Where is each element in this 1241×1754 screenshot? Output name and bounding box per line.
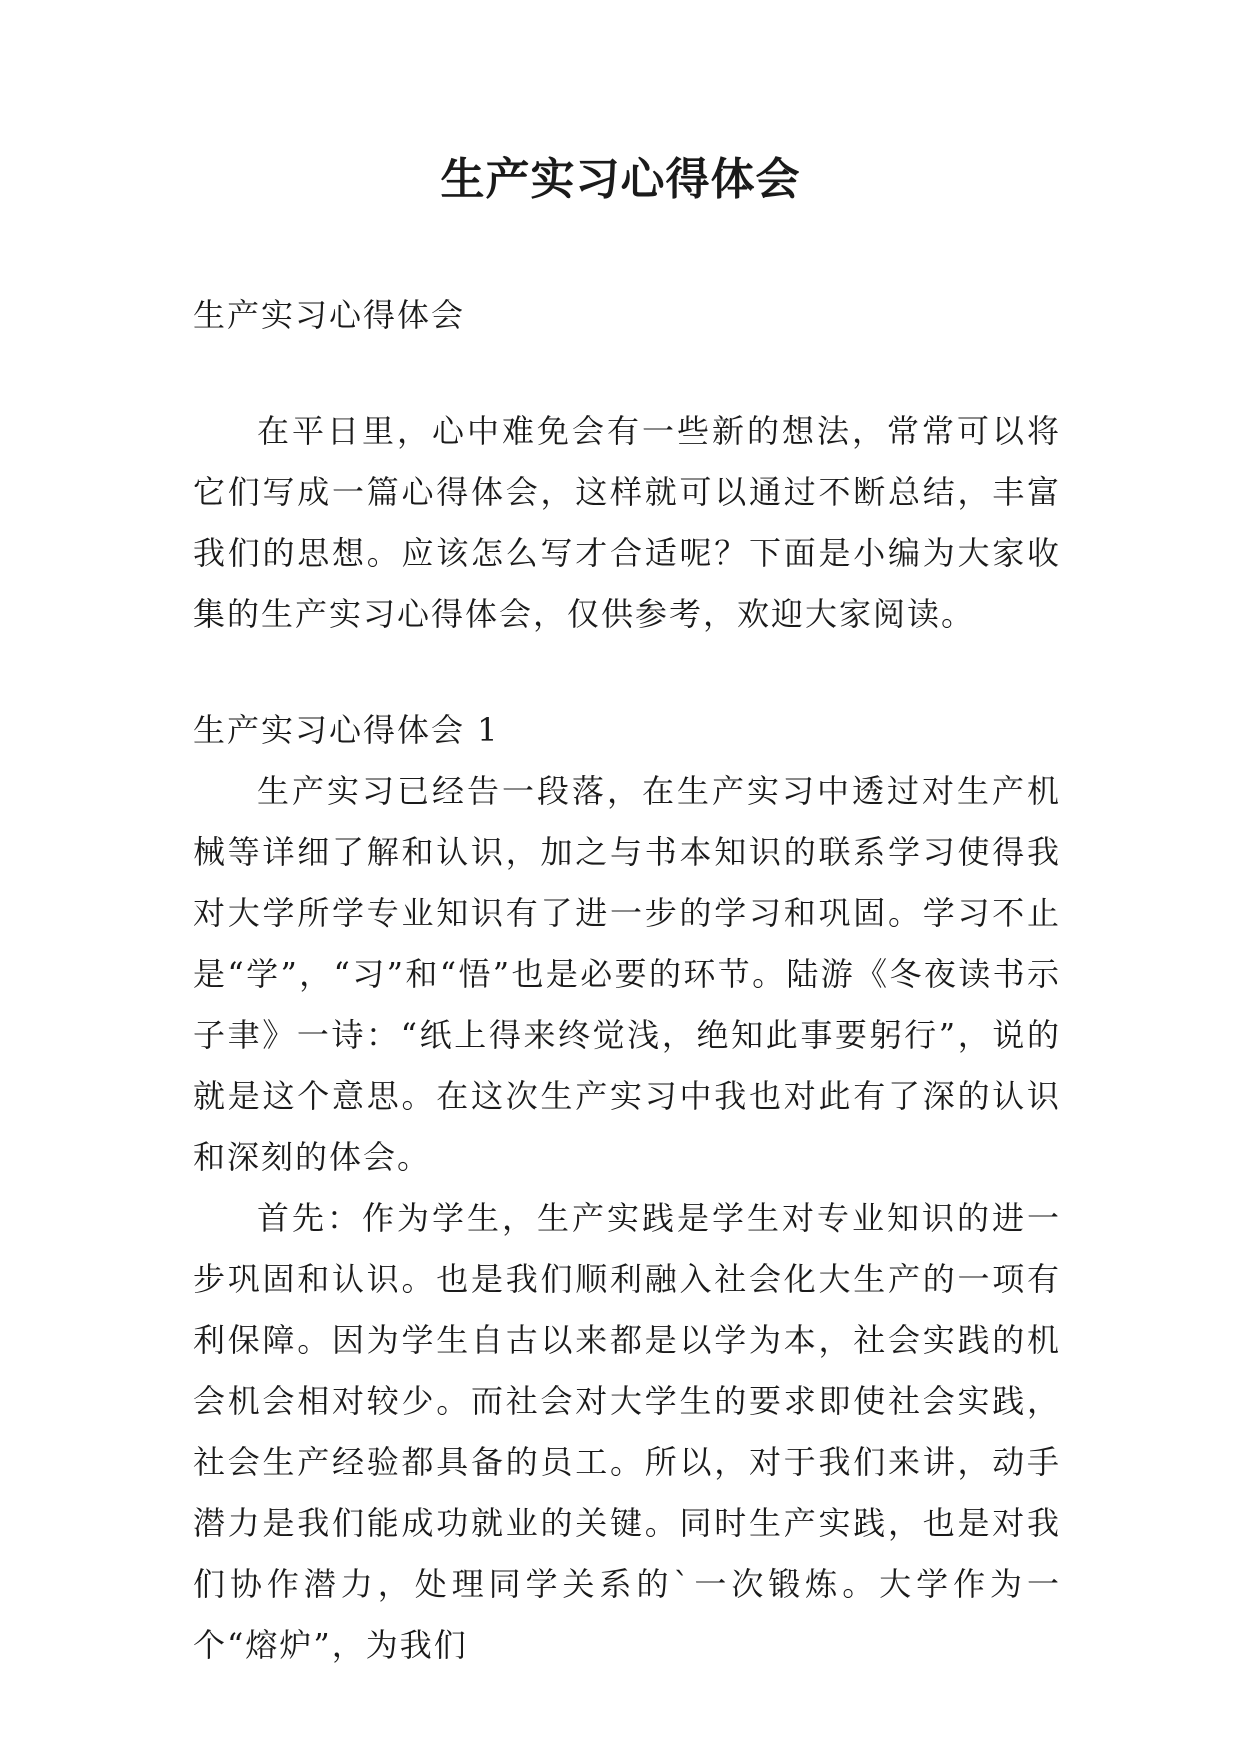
document-body	[193, 285, 1061, 1676]
body-paragraph-2: 首先：作为学生，生产实践是学生对专业知识的进一步巩固和认识。也是我们顺利融入社会化大生产的一项有利保障。因为学生自古以来都是以学为本，社会实践的机会机会相对较少。而社会对大学生的要求即使社会实践，社会生产经验都具备的员工。所以，对于我们来讲，动手潜力是我们能成功就业的关键。同时生产实践，也是对我们协作潜力，处理同学关系的`一次锻炼。大学作为一个“熔炉”，为我们	[193, 1199, 1061, 1664]
body-paragraph-1: 生产实习已经告一段落，在生产实习中透过对生产机械等详细了解和认识，加之与书本知识的联系学习使得我对大学所学专业知识有了进一步的学习和巩固。学习不止是“学”，“习”和“悟”也是必要的环节。陆游《冬夜读书示子聿》一诗：“纸上得来终觉浅，绝知此事要躬行”，说的就是这个意思。在这次生产实习中我也对此有了深的认识和深刻的体会。	[193, 772, 1061, 1176]
intro-paragraph: 在平日里，心中难免会有一些新的想法，常常可以将它们写成一篇心得体会，这样就可以通过不断总结，丰富我们的思想。应该怎么写才合适呢？下面是小编为大家收集的生产实习心得体会，仅供参考，欢迎大家阅读。	[193, 412, 1061, 633]
section-heading: 生产实习心得体会 1	[193, 711, 500, 749]
document-title: 生产实习心得体会	[440, 154, 801, 205]
document-subtitle: 生产实习心得体会	[193, 296, 466, 334]
